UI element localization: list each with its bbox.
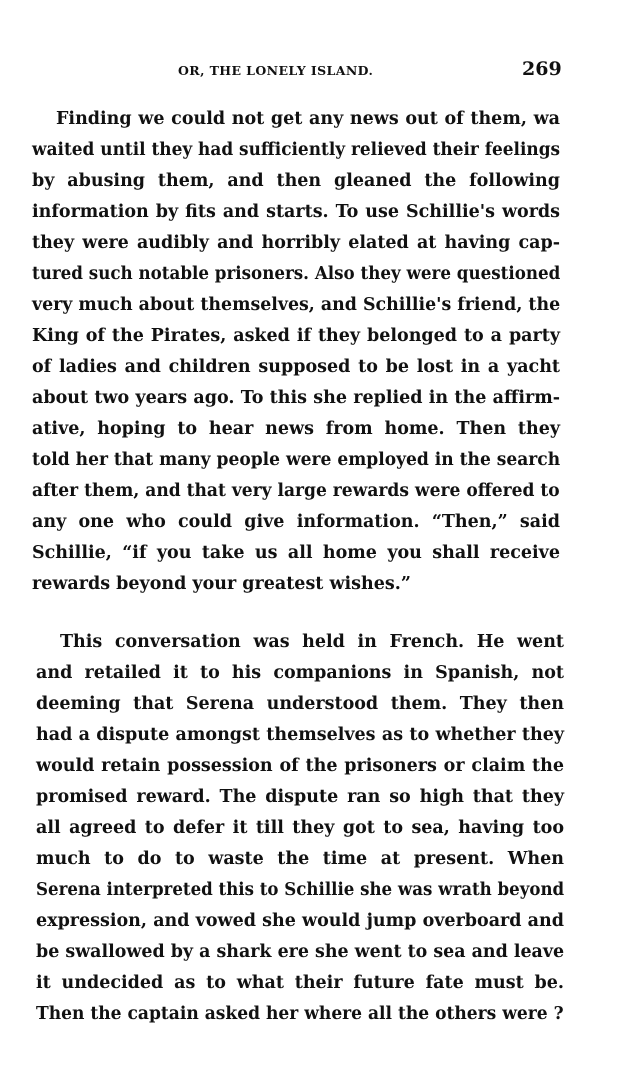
text-line: of ladies and children supposed to be lost in a yacht	[32, 357, 560, 377]
text-line: would retain possession of the prisoners or claim the	[36, 756, 564, 776]
text-line: they were audibly and horribly elated at having cap-	[32, 233, 560, 253]
text-line: ative, hoping to hear news from home. Then they	[32, 419, 560, 439]
text-line: any one who could give information. “Then,” said	[32, 512, 560, 532]
text-line: information by fits and starts. To use Schillie's words	[32, 202, 560, 222]
text-line: about two years ago. To this she replied in the affirm-	[32, 388, 560, 408]
text-line: very much about themselves, and Schillie's friend, the	[32, 295, 561, 315]
text-line: Then the captain asked her where all the others were ?	[36, 1004, 564, 1024]
text-line: after them, and that very large rewards were offered to	[32, 481, 560, 501]
text-line: much to do to waste the time at present. When	[36, 849, 564, 869]
text-line: deeming that Serena understood them. They then	[36, 694, 564, 714]
running-title: OR, THE LONELY ISLAND.	[178, 63, 374, 78]
text-line: waited until they had sufficiently relieved their feelings	[32, 140, 561, 160]
text-line: expression, and vowed she would jump overboard and	[36, 911, 564, 931]
text-line: King of the Pirates, asked if they belonged to a party	[32, 326, 560, 346]
text-line: Schillie, “if you take us all home you shall receive	[32, 543, 560, 563]
text-line: promised reward. The dispute ran so high that they	[36, 787, 564, 807]
text-line: be swallowed by a shark ere she went to sea and leave	[36, 942, 565, 962]
text-line: by abusing them, and then gleaned the following	[32, 171, 560, 191]
text-line: and retailed it to his companions in Spanish, not	[36, 663, 564, 683]
text-line: had a dispute amongst themselves as to whether they	[36, 725, 564, 745]
text-line: all agreed to defer it till they got to sea, having too	[36, 818, 564, 838]
text-line: This conversation was held in French. He went	[60, 632, 564, 652]
text-line: told her that many people were employed in the search	[32, 450, 561, 470]
paragraph-2	[36, 627, 564, 1030]
text-line: Serena interpreted this to Schillie she was wrath beyond	[36, 880, 565, 900]
text-line: Finding we could not get any news out of them, wa	[56, 109, 560, 129]
page-number: 269	[522, 58, 562, 80]
text-line: tured such notable prisoners. Also they were questioned	[32, 264, 561, 284]
paragraph-1	[32, 104, 560, 600]
text-line: rewards beyond your greatest wishes.”	[32, 574, 411, 594]
text-line: it undecided as to what their future fate must be.	[36, 973, 564, 993]
